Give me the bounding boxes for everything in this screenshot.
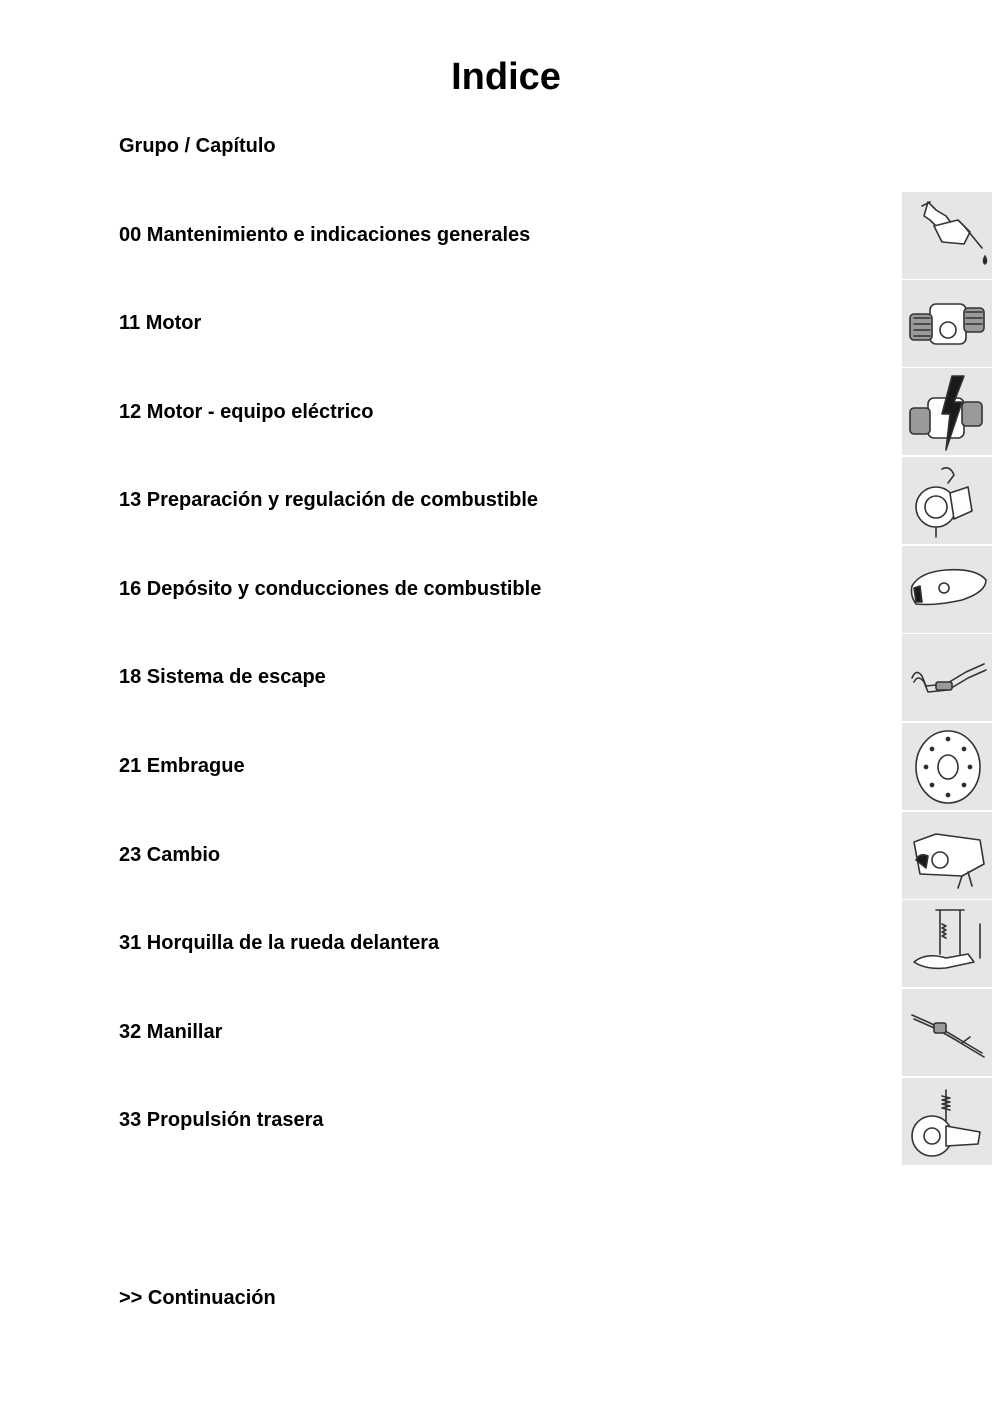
- chapter-link-23[interactable]: 23 Cambio: [119, 844, 221, 866]
- chapter-tab-16[interactable]: [902, 546, 992, 634]
- chapter-tab-12[interactable]: [902, 368, 992, 456]
- chapter-link-31[interactable]: 31 Horquilla de la rueda delantera: [119, 932, 440, 954]
- chapter-tab-13[interactable]: [902, 457, 992, 545]
- chapter-link-16[interactable]: 16 Depósito y conducciones de combustible: [119, 578, 542, 600]
- engine-icon: [906, 284, 988, 363]
- chapter-tab-31[interactable]: [902, 900, 992, 988]
- oil-can-hand-icon: [906, 196, 988, 275]
- chapter-link-13[interactable]: 13 Preparación y regulación de combustible: [119, 489, 539, 511]
- continue-link[interactable]: >> Continuación: [119, 1287, 276, 1309]
- throttle-body-icon: [906, 461, 988, 540]
- gearbox-icon: [906, 816, 988, 895]
- page-title: Indice: [451, 56, 561, 98]
- chapter-tab-21[interactable]: [902, 723, 992, 811]
- front-fork-icon: [906, 904, 988, 983]
- chapter-link-18[interactable]: 18 Sistema de escape: [119, 666, 326, 688]
- clutch-disc-icon: [906, 727, 988, 806]
- chapter-tab-18[interactable]: [902, 634, 992, 722]
- chapter-tab-11[interactable]: [902, 280, 992, 368]
- engine-electric-icon: [906, 372, 988, 451]
- chapter-tab-32[interactable]: [902, 989, 992, 1077]
- chapter-tab-33[interactable]: [902, 1078, 992, 1166]
- chapter-link-12[interactable]: 12 Motor - equipo eléctrico: [119, 401, 374, 423]
- rear-drive-icon: [906, 1082, 988, 1161]
- exhaust-icon: [906, 638, 988, 717]
- fuel-tank-icon: [906, 550, 988, 629]
- section-heading: Grupo / Capítulo: [119, 135, 276, 157]
- chapter-tab-00[interactable]: [902, 192, 992, 280]
- chapter-link-32[interactable]: 32 Manillar: [119, 1021, 223, 1043]
- chapter-link-21[interactable]: 21 Embrague: [119, 755, 245, 777]
- chapter-tab-23[interactable]: [902, 812, 992, 900]
- handlebar-icon: [906, 993, 988, 1072]
- chapter-link-33[interactable]: 33 Propulsión trasera: [119, 1109, 324, 1131]
- chapter-link-00[interactable]: 00 Mantenimiento e indicaciones generales: [119, 224, 531, 246]
- chapter-link-11[interactable]: 11 Motor: [119, 312, 202, 334]
